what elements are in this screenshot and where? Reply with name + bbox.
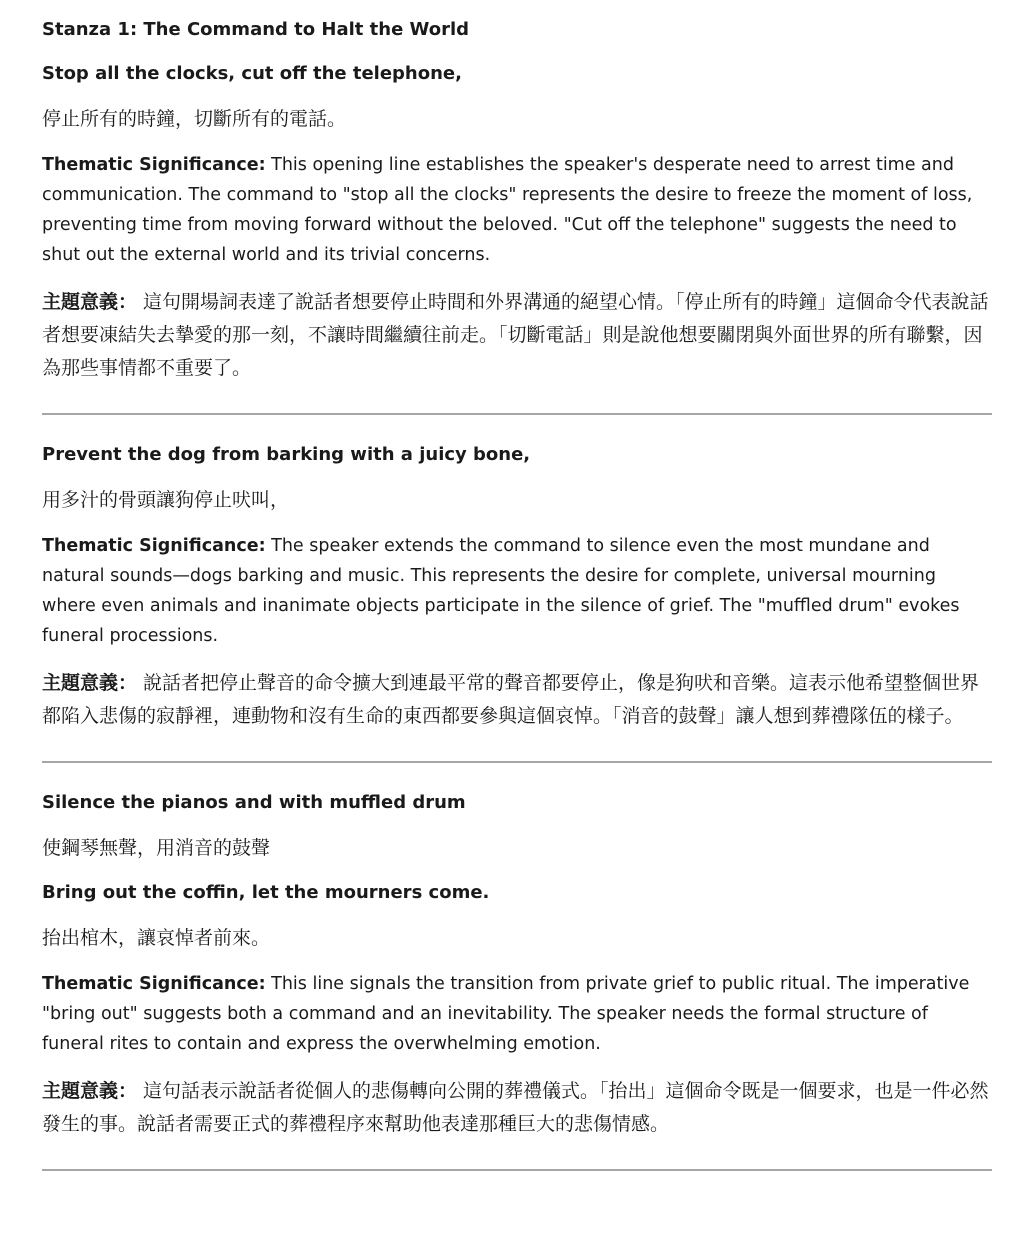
thematic-label: Thematic Significance: [42, 155, 266, 175]
thematic-text: This line signals the transition from private grief to public ritual. The imperative "bring out" suggests both a command and an inevitability. The speaker needs the formal structure of funeral rites to contain and express the overwhelming emotion. [42, 974, 970, 1054]
stanza-section [42, 441, 992, 733]
thematic-label: Thematic Significance: [42, 536, 266, 556]
thematic-text: The speaker extends the command to silence even the most mundane and natural sounds—dogs barking and music. This represents the desire for complete, universal mourning where even animals and inanimate objects participate in the silence of grief. The "muffled drum" evokes funeral processions. [42, 536, 960, 646]
thematic-label: 主題意義： [42, 291, 138, 313]
poem-line-english: Bring out the coffin, let the mourners come. [42, 882, 490, 903]
thematic-label: 主題意義： [42, 672, 138, 694]
stanza-heading: Stanza 1: The Command to Halt the World [42, 19, 470, 40]
poem-line-chinese: 使鋼琴無聲，用消音的鼓聲 [42, 837, 271, 859]
poem-line-english: Prevent the dog from barking with a juicy bone, [42, 444, 531, 465]
poem-line-english: Stop all the clocks, cut off the telephone, [42, 63, 462, 84]
poem-line-chinese: 用多汁的骨頭讓狗停止吠叫， [42, 489, 290, 511]
sections-container [42, 60, 992, 1171]
thematic-paragraph-chinese [42, 1075, 992, 1141]
thematic-text: 這句話表示說話者從個人的悲傷轉向公開的葬禮儀式。「抬出」這個命令既是一個要求，也是一件必然發生的事。說話者需要正式的葬禮程序來幫助他表達那種巨大的悲傷情感。 [42, 1080, 989, 1135]
thematic-paragraph-english [42, 150, 992, 270]
stanza-section [42, 789, 992, 1141]
section-divider [42, 1169, 992, 1171]
thematic-paragraph-english [42, 969, 992, 1059]
poem-line-english: Silence the pianos and with muffled drum [42, 792, 466, 813]
thematic-paragraph-chinese [42, 286, 992, 385]
thematic-label: 主題意義： [42, 1080, 138, 1102]
thematic-label: Thematic Significance: [42, 974, 266, 994]
section-divider [42, 413, 992, 415]
thematic-text: 說話者把停止聲音的命令擴大到連最平常的聲音都要停止，像是狗吠和音樂。這表示他希望整個世界都陷入悲傷的寂靜裡，連動物和沒有生命的東西都要參與這個哀悼。「消音的鼓聲」讓人想到葬禮隊伍的樣子。 [42, 672, 980, 727]
thematic-text: This opening line establishes the speaker's desperate need to arrest time and communication. The command to "stop all the clocks" represents the desire to freeze the moment of loss, preventing time from moving forward without the beloved. "Cut off the telephone" suggests the need to shut out the external world and its trivial concerns. [42, 155, 973, 265]
poem-line-chinese: 抬出棺木，讓哀悼者前來。 [42, 927, 271, 949]
section-divider [42, 761, 992, 763]
stanza-section [42, 60, 992, 385]
poem-line-chinese: 停止所有的時鐘，切斷所有的電話。 [42, 108, 347, 130]
thematic-paragraph-english [42, 531, 992, 651]
thematic-text: 這句開場詞表達了說話者想要停止時間和外界溝通的絕望心情。「停止所有的時鐘」這個命令代表說話者想要凍結失去摯愛的那一刻，不讓時間繼續往前走。「切斷電話」則是說他想要關閉與外面世界的所有聯繫，因為那些事情都不重要了。 [42, 291, 989, 379]
thematic-paragraph-chinese [42, 667, 992, 733]
